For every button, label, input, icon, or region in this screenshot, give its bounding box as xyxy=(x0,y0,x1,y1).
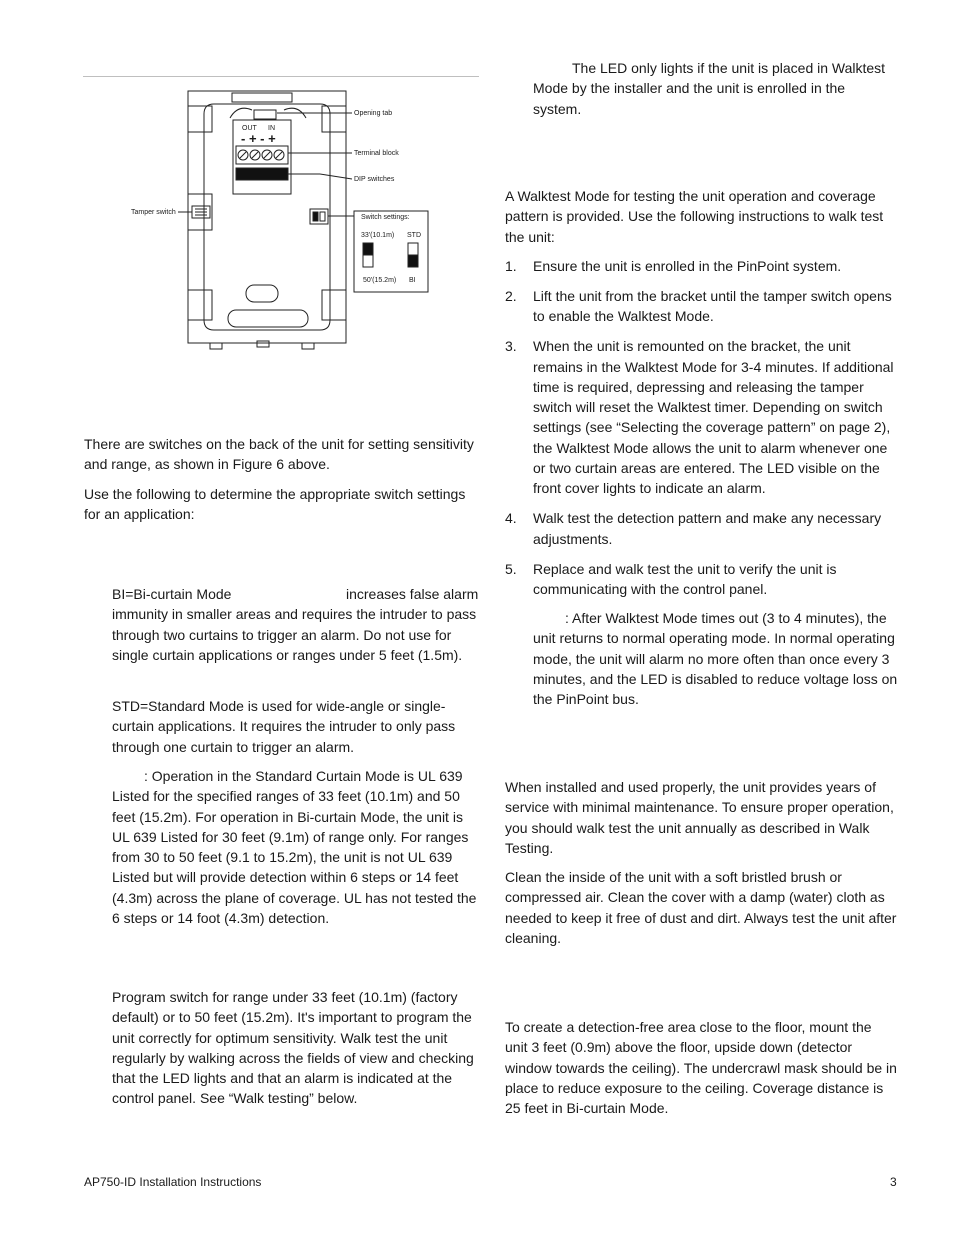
hump-left xyxy=(230,108,252,118)
label-tamper-switch: Tamper switch xyxy=(131,209,176,216)
walktest-steps xyxy=(505,256,899,599)
page-number: 3 xyxy=(890,1175,897,1189)
list-item: 4. Walk test the detection pattern and make any necessary adjustments. xyxy=(505,510,882,547)
list-item: 3. When the unit is remounted on the bracket, the unit remains in the Walktest Mode for 3-4 minutes. If additional time is required, depressing and releasing the tamper switch will reset the Walktest timer. Depending on switch settings (see “Selecting the coverage pattern” on page 2), the Walktest Mode allows the unit to alarm whenever one or two curtain areas are entered. The LED visible on the front cover lights to indicate an alarm. xyxy=(505,338,894,497)
list-item: 1. Ensure the unit is enrolled in the PinPoint system. xyxy=(505,258,842,274)
label-std: STD xyxy=(407,232,421,239)
label-dip-switches: DIP switches xyxy=(354,176,395,183)
switches-howto: Use the following to determine the appropriate switch settings for an application: xyxy=(84,486,466,523)
floor-mount-paragraph: To create a detection-free area close to the floor, mount the unit 3 feet (0.9m) above the floor, upside down (detector window towards the ceiling). The undercrawl mask should be in place to reduce exposure to the ceiling. Coverage distance is 25 feet in Bi-curtain Mode. xyxy=(505,1019,897,1117)
led-note: The LED only lights if the unit is placed in Walktest Mode by the installer and the unit is enrolled in the system. xyxy=(533,60,886,117)
bi-mode-desc: increases false alarm immunity in smaller areas and requires the intruder to pass through two curtains to trigger an alarm. Do not use for single curtain applications or ranges under 5 feet (1.5m). xyxy=(112,586,479,663)
opening-tab xyxy=(254,110,276,119)
bi-mode-paragraph xyxy=(112,584,482,663)
side-tab-bl xyxy=(188,290,212,320)
footer-title: AP750-ID Installation Instructions xyxy=(84,1175,262,1189)
bottom-slot xyxy=(228,310,308,327)
walktest-note: : After Walktest Mode times out (3 to 4 minutes), the unit returns to normal operating mode. In normal operating mode, the unit will alarm no more often than once every 3 minutes, and the LED is disabled to reduce voltage loss on the PinPoint bus. xyxy=(533,610,898,708)
header-rule xyxy=(83,76,479,77)
label-opening-tab: Opening tab xyxy=(354,110,393,117)
walktest-intro: A Walktest Mode for testing the unit operation and coverage pattern is provided. Use the following instructions to walk test the unit: xyxy=(505,188,884,245)
switches-intro: There are switches on the back of the unit for setting sensitivity and range, as shown in Figure 6 above. xyxy=(84,436,474,473)
list-item: 2. Lift the unit from the bracket until the tamper switch opens to enable the Walktest Mode. xyxy=(505,287,892,325)
label-switch-settings: Switch settings: xyxy=(361,214,410,221)
maintenance-p1: When installed and used properly, the unit provides years of service with minimal maintenance. To ensure proper operation, you should walk test the unit annually as described in Walk Testing. xyxy=(505,779,894,856)
label-range-33: 33'(10.1m) xyxy=(361,232,395,239)
dip-strip xyxy=(236,168,288,180)
label-terminal-block: Terminal block xyxy=(354,150,399,157)
label-bi: BI xyxy=(409,277,416,284)
label-in: IN xyxy=(268,125,275,132)
top-slot xyxy=(232,93,292,102)
label-out: OUT xyxy=(242,125,257,132)
list-item: 5. Replace and walk test the unit to verify the unit is communicating with the control panel. xyxy=(505,560,837,597)
ul-note-paragraph: : Operation in the Standard Curtain Mode is UL 639 Listed for the specified ranges of 33 feet (10.1m) and 50 feet (15.2m). For operation in Bi-curtain Mode, the unit is UL 639 Listed for 30 feet (9.1m) of range only. For ranges from 30 to 50 feet (9.1 to 15.2m), the unit is not UL 639 Listed but will provide detection within 6 steps or 14 feet (4.3m) across the plane of coverage. UL has not tested the 6 steps or 14 foot (4.3m) detection. xyxy=(112,768,477,927)
oval-knockout xyxy=(246,285,278,302)
bi-mode-term: BI=Bi-curtain Mode xyxy=(112,586,232,602)
label-range-50: 50'(15.2m) xyxy=(363,277,397,284)
side-tab-br xyxy=(322,290,346,320)
range-paragraph: Program switch for range under 33 feet (10.1m) (factory default) or to 50 feet (15.2m). It's important to program the unit correctly for optimum sensitivity. Walk test the unit regularly by walking across the fields of view and checking that the LED lights and that an alarm is indicated at the control panel. See “Walk testing” below. xyxy=(112,989,474,1107)
side-tab-tl xyxy=(188,106,212,132)
label-polarity: - + - + xyxy=(241,131,276,146)
maintenance-p2: Clean the inside of the unit with a soft bristled brush or compressed air. Clean the cover with a damp (water) cloth as needed to keep it free of dust and dirt. Always test the unit after cleaning. xyxy=(505,869,897,946)
std-mode-paragraph: STD=Standard Mode is used for wide-angle or single-curtain applications. It requires the intruder to only pass through one curtain to trigger an alarm. xyxy=(112,698,456,755)
side-tab-tr xyxy=(322,106,346,132)
